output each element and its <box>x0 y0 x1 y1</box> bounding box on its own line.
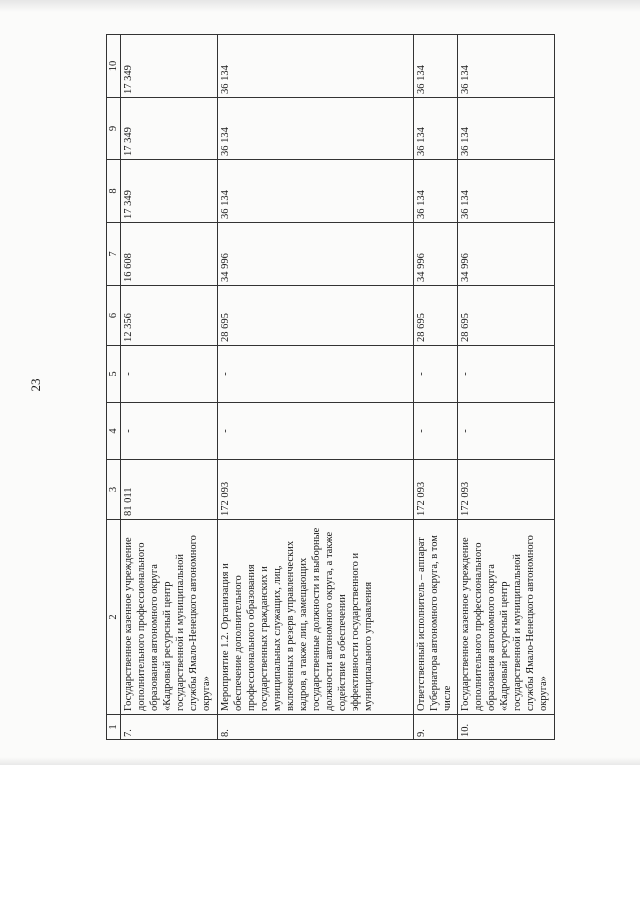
cell-col10: 36 134 <box>414 35 458 98</box>
cell-col5: - <box>458 346 555 403</box>
cell-col6: 28 695 <box>218 286 414 346</box>
table-row <box>121 35 218 740</box>
cell-col7: 16 608 <box>121 223 218 286</box>
rotated-content <box>28 35 556 740</box>
header-cell: 7 <box>107 223 121 286</box>
header-cell: 6 <box>107 286 121 346</box>
cell-col10: 36 134 <box>458 35 555 98</box>
row-number: 10. <box>458 715 555 740</box>
row-number: 9. <box>414 715 458 740</box>
cell-col6: 28 695 <box>458 286 555 346</box>
header-cell: 1 <box>107 715 121 740</box>
cell-col8: 36 134 <box>414 160 458 223</box>
cell-col8: 36 134 <box>218 160 414 223</box>
cell-col8: 36 134 <box>458 160 555 223</box>
cell-col5: - <box>121 346 218 403</box>
row-description: Ответственный исполнитель – аппарат Губернатора автономного округа, в том числе <box>414 520 458 715</box>
table-row <box>218 35 414 740</box>
cell-col4: - <box>121 403 218 460</box>
cell-col7: 34 996 <box>218 223 414 286</box>
row-description: Государственное казенное учреждение дополнительного профессионального образования автономного округа «Кадровый ресурсный центр государственной и муниципальной службы Ямало-Ненецкого автономного округа» <box>458 520 555 715</box>
budget-table <box>106 34 555 740</box>
row-number: 7. <box>121 715 218 740</box>
cell-col10: 17 349 <box>121 35 218 98</box>
cell-col5: - <box>218 346 414 403</box>
cell-col6: 12 356 <box>121 286 218 346</box>
row-description: Мероприятие 1.2. Организация и обеспечение дополнительного профессионального образования государственных гражданских и муниципальных служащих, лиц, включенных в резерв управленческих кадров, а также лиц, замещающих государственные должности и выборные должности автономного округа, а также содействие в обеспечении эффективности государственного и муниципального управления <box>218 520 414 715</box>
cell-col3: 172 093 <box>458 460 555 520</box>
table-row <box>458 35 555 740</box>
cell-col3: 172 093 <box>414 460 458 520</box>
page-number: 23 <box>28 378 43 392</box>
header-cell: 4 <box>107 403 121 460</box>
cell-col3: 81 011 <box>121 460 218 520</box>
cell-col9: 17 349 <box>121 98 218 160</box>
header-cell: 10 <box>107 35 121 98</box>
cell-col10: 36 134 <box>218 35 414 98</box>
cell-col4: - <box>414 403 458 460</box>
header-cell: 5 <box>107 346 121 403</box>
cell-col7: 34 996 <box>458 223 555 286</box>
header-row <box>107 35 121 740</box>
cell-col4: - <box>458 403 555 460</box>
cell-col4: - <box>218 403 414 460</box>
cell-col6: 28 695 <box>414 286 458 346</box>
cell-col9: 36 134 <box>458 98 555 160</box>
cell-col9: 36 134 <box>414 98 458 160</box>
header-cell: 2 <box>107 520 121 715</box>
header-cell: 9 <box>107 98 121 160</box>
cell-col5: - <box>414 346 458 403</box>
table-row <box>414 35 458 740</box>
row-description: Государственное казенное учреждение дополнительного профессионального образования автономного округа «Кадровый ресурсный центр государственной и муниципальной службы Ямало-Ненецкого автономного округа» <box>121 520 218 715</box>
header-cell: 3 <box>107 460 121 520</box>
cell-col3: 172 093 <box>218 460 414 520</box>
cell-col7: 34 996 <box>414 223 458 286</box>
header-cell: 8 <box>107 160 121 223</box>
row-number: 8. <box>218 715 414 740</box>
cell-col9: 36 134 <box>218 98 414 160</box>
scan-bottom-shadow <box>0 757 640 765</box>
scan-top-shadow <box>0 0 640 12</box>
cell-col8: 17 349 <box>121 160 218 223</box>
